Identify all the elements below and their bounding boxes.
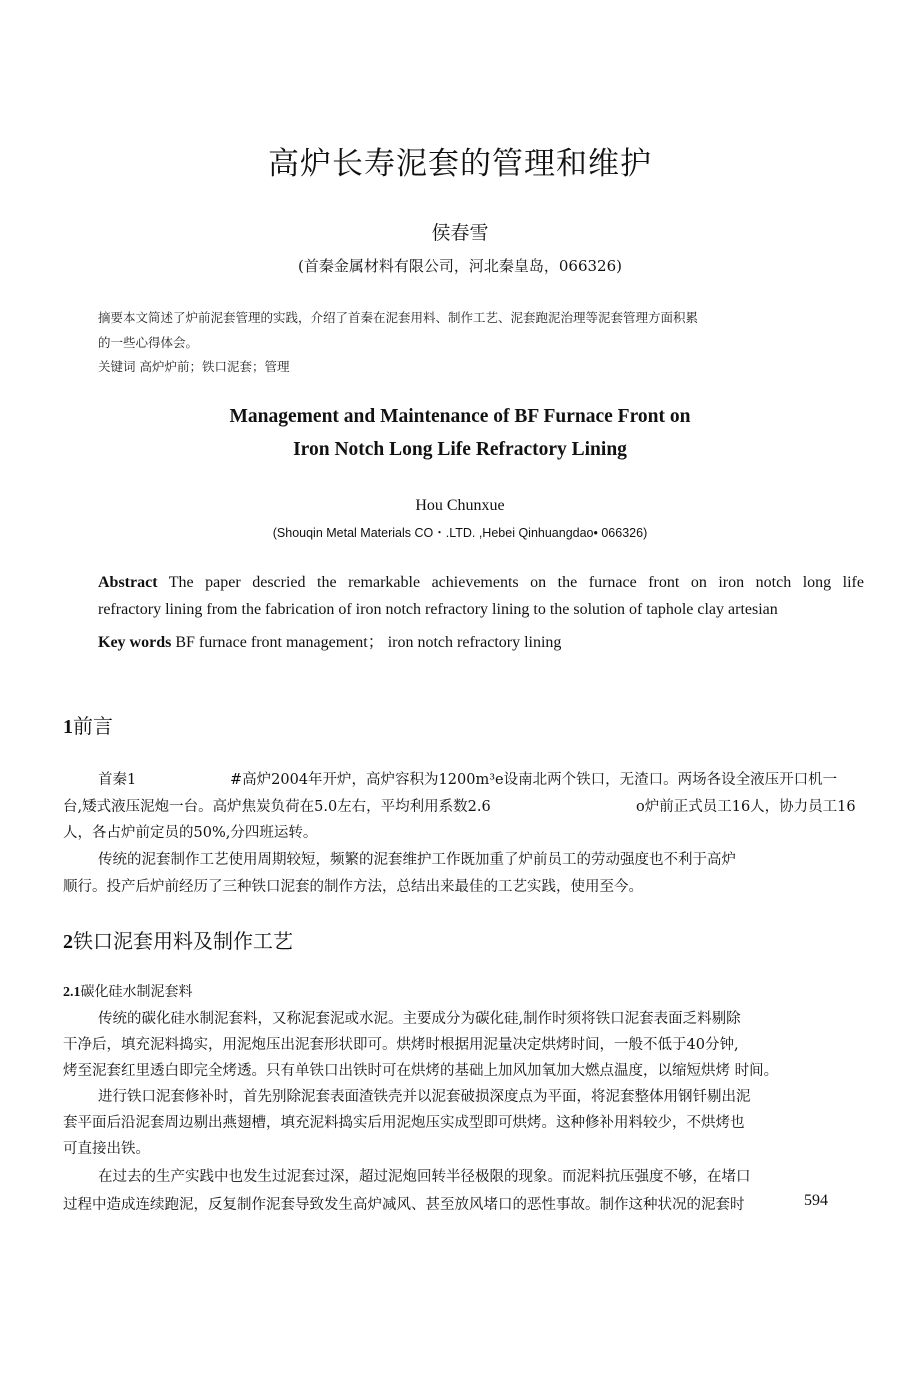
english-affiliation: (Shouqin Metal Materials CO・.LTD. ,Hebei Qinhuangdao• 066326) [272,526,648,540]
s2-p3-line1: 在过去的生产实践中也发生过泥套过深，超过泥炮回转半径极限的现象。而泥料抗压强度不够，在堵口 [98,1169,751,1185]
keywords-label: Key words [98,634,172,651]
subsection-2-1-heading [63,981,193,1001]
s1-p1-line1a: 首秦1 [98,772,137,788]
section-1-heading [63,710,113,739]
s1-p1-line1b: #高炉2004年开炉，高炉容积为1200m³e设南北两个铁口，无渣口。两场各设全液压开口机一 [230,772,838,788]
section-2-heading [63,925,293,954]
s1-p1-line3: 人，各占炉前定员的50%,分四班运转。 [63,825,318,841]
section-1-title: 前言 [73,714,113,738]
english-title-line1: Management and Maintenance of BF Furnace Front on [229,406,691,427]
paper-title: 高炉长寿泥套的管理和维护 [268,146,652,182]
section-2-number: 2 [63,931,73,953]
s2-p1-line3: 烤至泥套红里透白即完全烤透。只有单铁口出铁时可在烘烤的基础上加风加氧加大燃点温度，以缩短烘烤 时间。 [63,1063,779,1079]
section-2-title: 铁口泥套用料及制作工艺 [73,929,293,953]
s2-p2-line3: 可直接出铁。 [63,1141,150,1157]
english-abstract-line2: refractory lining from the fabrication of iron notch refractory lining to the solution of taphole clay artesian [98,601,778,618]
keywords-cn: 关键词 高炉炉前；铁口泥套；管理 [98,359,290,374]
s1-p2-line1: 传统的泥套制作工艺使用周期较短，频繁的泥套维护工作既加重了炉前员工的劳动强度也不利于高炉 [98,852,736,868]
keywords-text: BF furnace front management； iron notch refractory lining [175,634,562,651]
s2-p3-line2: 过程中造成连续跑泥，反复制作泥套导致发生高炉减风、甚至放风堵口的恶性事故。制作这种状况的泥套时 [63,1197,745,1213]
english-title-line2: Iron Notch Long Life Refractory Lining [293,439,627,460]
s1-p1-line2b: o炉前正式员工16人，协力员工16 [636,799,856,815]
s1-p2-line2: 顺行。投产后炉前经历了三种铁口泥套的制作方法，总结出来最佳的工艺实践，使用至今。 [63,879,643,895]
author-name: 侯春雪 [431,222,489,244]
english-author: Hou Chunxue [415,497,505,514]
english-keywords [98,629,561,652]
author-affiliation: (首秦金属材料有限公司，河北秦皇岛，066326) [298,257,622,275]
s2-p1-line2: 干净后，填充泥料捣实，用泥炮压出泥套形状即可。烘烤时根据用泥量决定烘烤时间，一般不低于40分钟, [63,1037,739,1053]
abstract-cn-line2: 的一些心得体会。 [98,335,199,350]
page-number: 594 [804,1192,828,1209]
english-abstract-line1 [98,574,864,592]
abstract-text-1: The paper descried the remarkable achievements on the furnace front on iron notch long life [168,574,864,591]
s2-p2-line1: 进行铁口泥套修补时，首先别除泥套表面渣铁壳并以泥套破损深度点为平面，将泥套整体用钢钎剔出泥 [98,1089,751,1105]
subsection-2-1-number: 2.1 [63,985,81,1000]
section-1-number: 1 [63,716,73,738]
subsection-2-1-title: 碳化硅水制泥套料 [80,984,193,1000]
s1-p1-line2a: 台,矮式液压泥炮一台。高炉焦炭负荷在5.0左右，平均利用系数2.6 [63,799,491,815]
s2-p1-line1: 传统的碳化硅水制泥套料，又称泥套泥或水泥。主要成分为碳化硅,制作时须将铁口泥套表面乏料剔除 [98,1011,741,1027]
abstract-cn-line1: 摘要本文简述了炉前泥套管理的实践，介绍了首秦在泥套用料、制作工艺、泥套跑泥治理等泥套管理方面积累 [98,310,699,325]
s2-p2-line2: 套平面后沿泥套周边剔出燕翅槽，填充泥料捣实后用泥炮压实成型即可烘烤。这种修补用料较少，不烘烤也 [63,1115,745,1131]
abstract-label: Abstract [98,574,158,591]
